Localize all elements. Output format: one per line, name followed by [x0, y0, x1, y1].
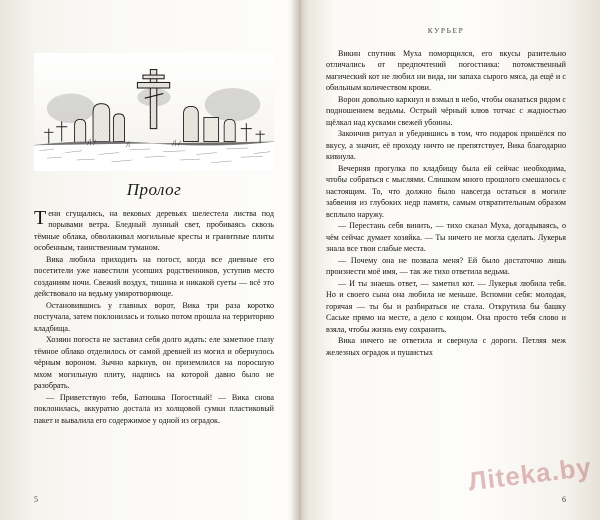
paragraph: — И ты знаешь ответ, — заметил кот. — Лукерья любила тебя. Но и своего сына она любила не меньше. Вспомни себя: молодая, горячая — ты бы и разбираться не стала. Открутила бы башку Саське прямо на месте, а дело с концом. Она просто тебя слово и взяла, чтобы жизнь ему сохранить.: [326, 278, 566, 334]
drop-cap: Т: [34, 207, 47, 229]
paragraph: Хозяин погоста не заставил себя долго ждать: еле заметное глазу тёмное облако отделилось от самой древней из могил и обернулось чёрным вороном. Зычно каркнув, он приземлился на поросшую мхом могильную плиту, надпись на которой давно было не разобрать.: [34, 335, 274, 391]
paragraph: Ворон довольно каркнул и взмыл в небо, чтобы оказаться рядом с подношением ведьмы. Острый чёрный клюв тотчас с жадностью щёлкал над кусками свежей убоины.: [326, 94, 566, 127]
paragraph: Остановившись у главных ворот, Вика три раза коротко постучала, затем поклонилась и только потом прошла на территорию кладбища.: [34, 300, 274, 333]
running-head-right: КУРЬЕР: [427, 26, 465, 35]
page-number-right: 6: [562, 495, 566, 504]
chapter-title: Пролог: [126, 180, 182, 199]
paragraph-text: ени сгущались, на вековых деревьях шелестела листва под порывами ветра. Бледный лунный свет, пробиваясь сквозь тёмные облака, обволакивал могильные кресты и гранитные плиты особенным, таинственным туманом.: [34, 209, 274, 253]
running-head-left: [34, 26, 274, 36]
paragraph: Викин спутник Муха поморщился, его вкусы разительно отличались от предпочтений погостника: потомственный магический кот не любил ни вида, ни запаха сырого мяса, да ещё и с обильным количеством крови.: [326, 49, 566, 93]
chapter-illustration: [34, 48, 274, 176]
paragraph: Вика ничего не ответила и свернула с дороги. Петляя меж железных оградок и пушистых: [326, 336, 566, 357]
paragraph: [34, 208, 274, 254]
paragraph: Вечерняя прогулка по кладбищу была ей сейчас необходима, чтобы собраться с мыслями. Слишком много прошлого смешалось с настоящим. То, что должно было навсегда остаться в могиле забвения из глубоких недр памяти, самым отвратительным образом всплыло наружу.: [326, 163, 566, 219]
left-page-body: [34, 208, 274, 426]
watermark: Лiteka.by: [466, 451, 594, 497]
right-page-body: [326, 48, 566, 358]
paragraph: — Приветствую тебя, Батюшка Погостный! — Вика снова поклонилась, аккуратно достала из холщовой сумки пластиковый пакет и вывалила его содержимое у одной из оградок.: [34, 392, 274, 425]
paragraph: Вика любила приходить на погост, когда все дневные его посетители уже навестили усопших родственников, уступив место созданиям ночи. Свежий воздух, тишина и никакой суеты — всё это действовало на ведьму умиротворяюще.: [34, 254, 274, 299]
page-right: [300, 0, 600, 520]
paragraph: Закончив ритуал и убедившись в том, что подарок пришёлся по вкусу, а значит, её проходу ничто не препятствует, Вика благодарно кивнула.: [326, 129, 566, 162]
paragraph: — Почему она не позвала меня? Ей было достаточно лишь произнести моё имя, — так же тихо ответила ведьма.: [326, 255, 566, 277]
page-number-left: 5: [34, 495, 38, 504]
paragraph: — Перестань себя винить, — тихо сказал Муха, догадываясь, о чём сейчас думает хозяйка. — Ты ничего не могла сделать. Лукерья знала все твои слабые места.: [326, 221, 566, 254]
